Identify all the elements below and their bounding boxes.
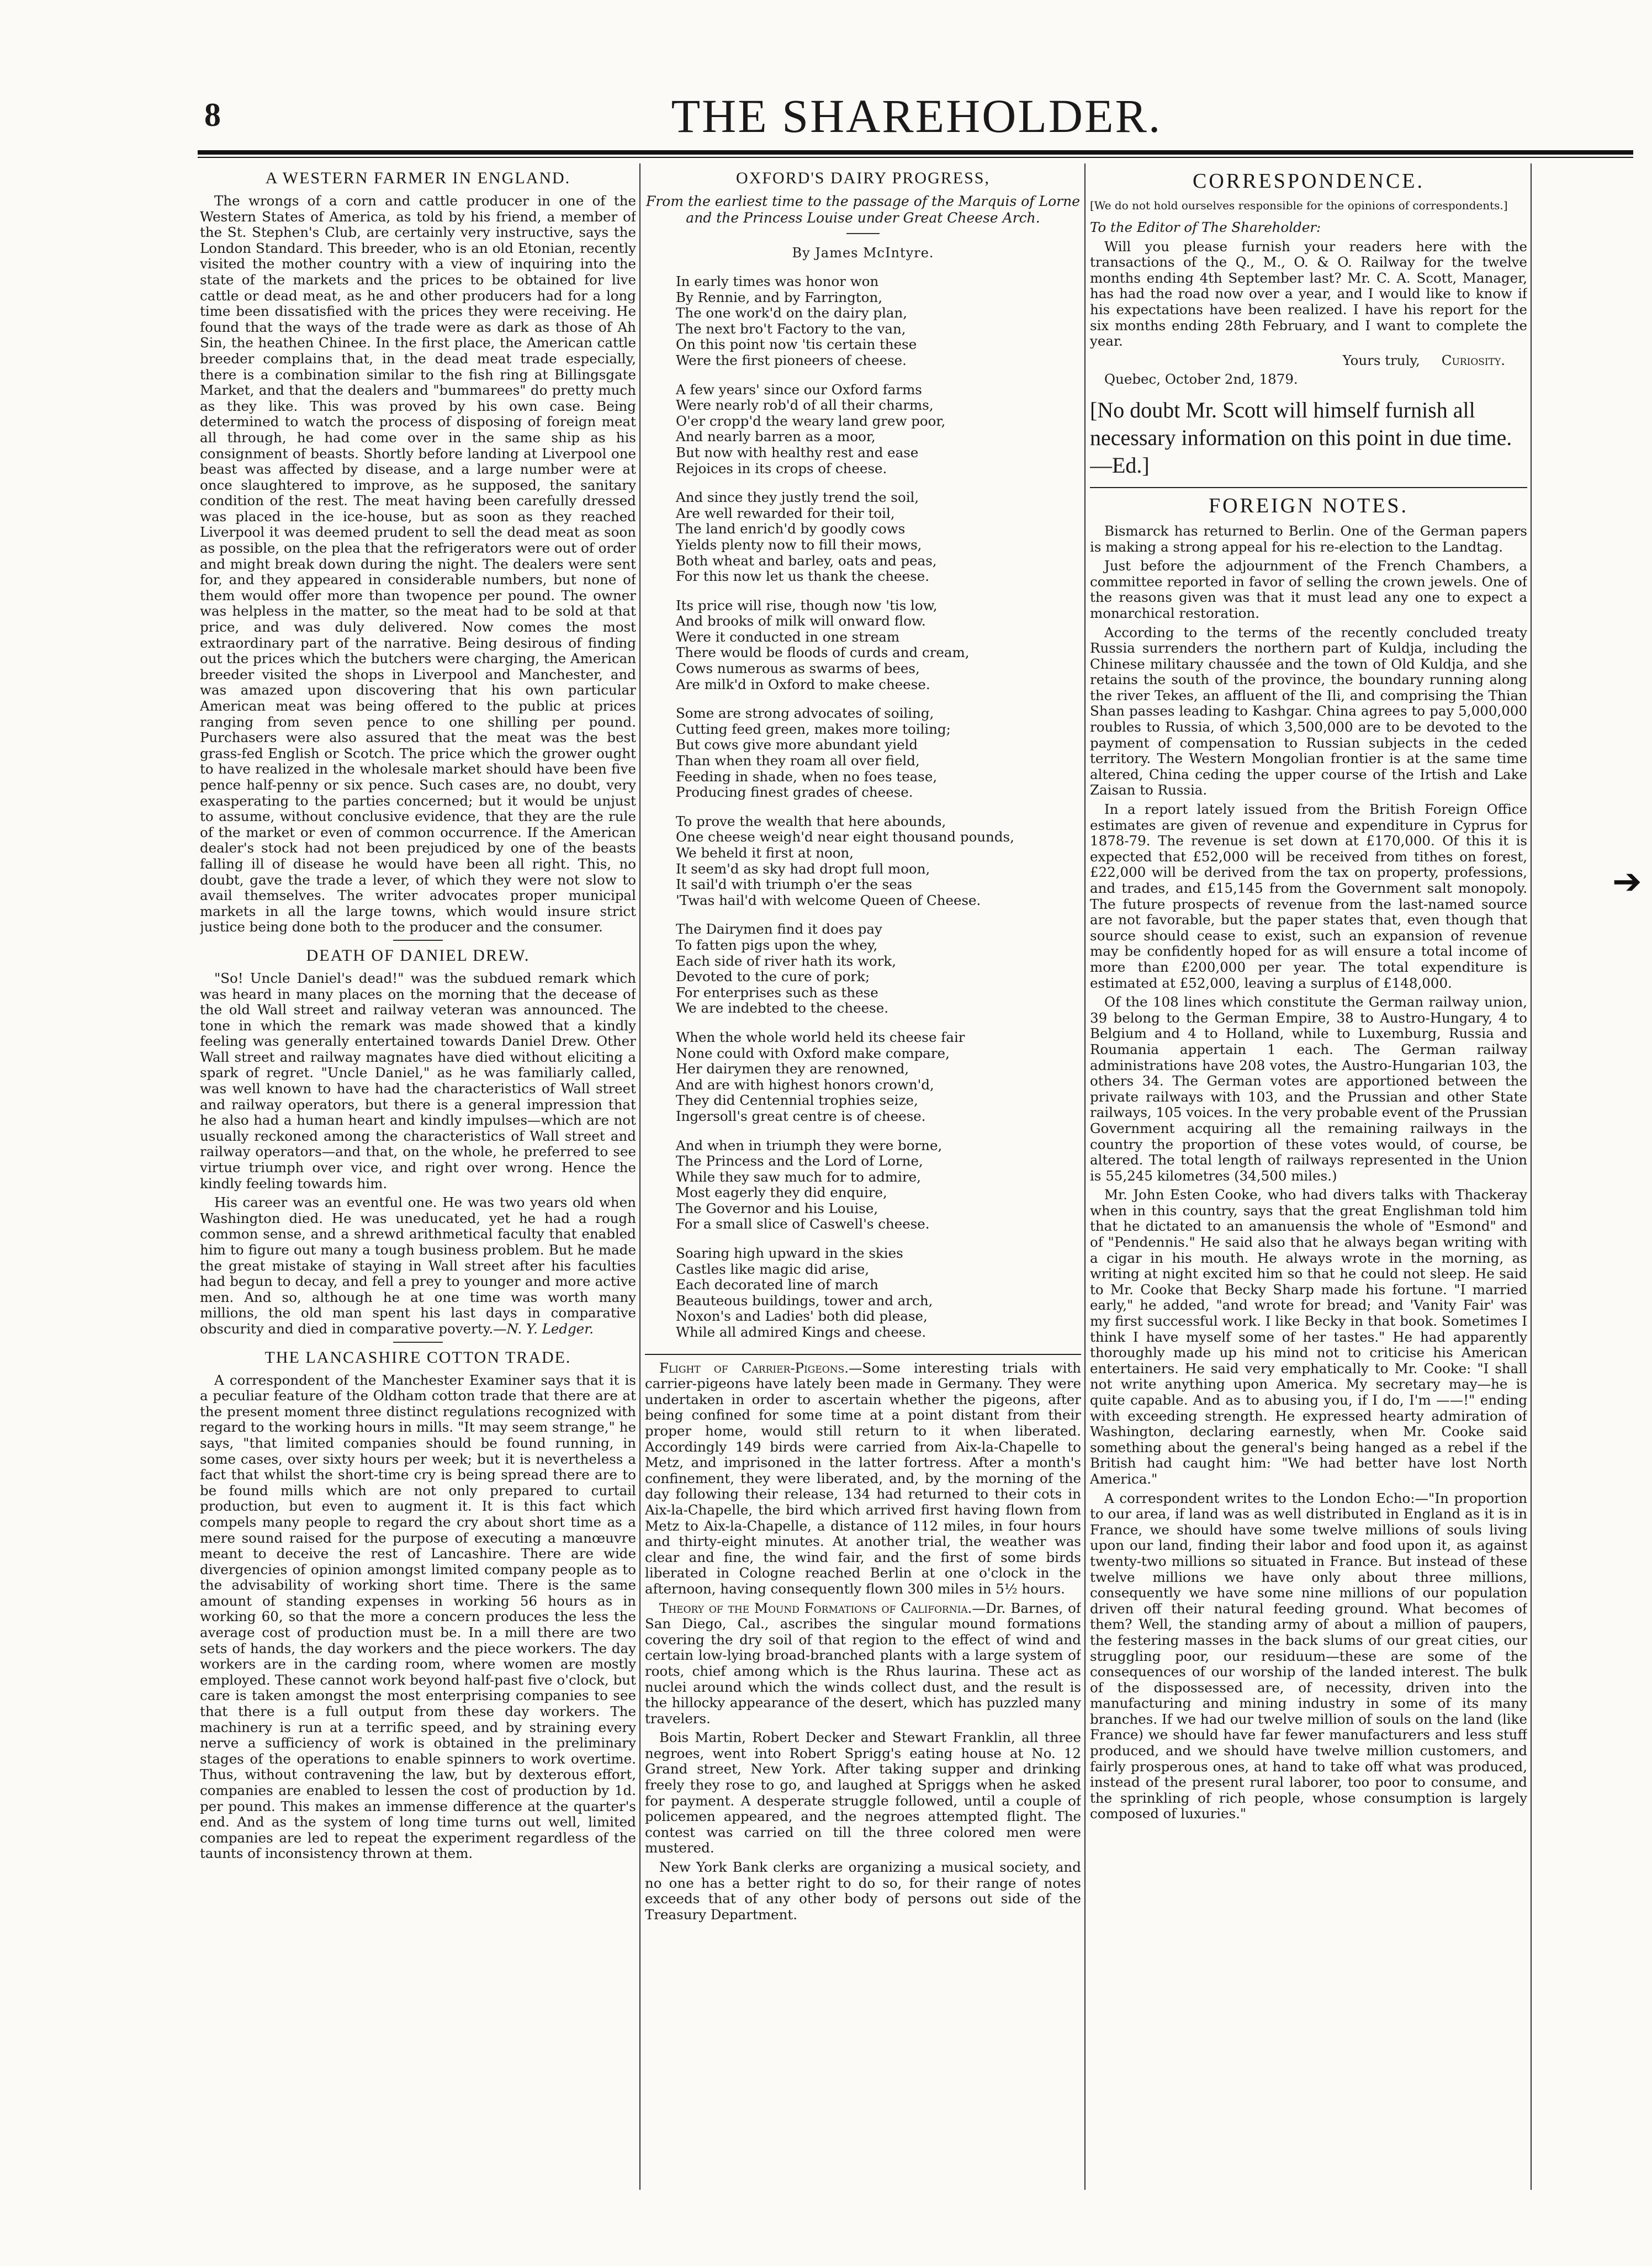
poem-line: A few years' since our Oxford farms: [676, 381, 922, 398]
poem-line: Devoted to the cure of pork;: [676, 968, 870, 985]
poem-line: Are milk'd in Oxford to make cheese.: [676, 676, 930, 692]
poem-line: Were the first pioneers of cheese.: [676, 352, 907, 368]
article-bank-clerks: New York Bank clerks are organizing a musical society, and no one has a better right to do so, for their range of notes exceeds that of any other body of persons out side of the Treasury Department.: [645, 1859, 1081, 1923]
poem-line: Producing finest grades of cheese.: [676, 784, 913, 801]
article-separator: [393, 940, 443, 941]
article-body-western-farmer: The wrongs of a corn and cattle producer in one of the Western States of America, as told by his friend, a member of the St. Stephen's Club, are certainly very instructive, says the London Standard. This breeder, who is an old Etonian, recently visited the mother country with a view of inquiring into the state of the markets and the prices to be obtained for live cattle or dead meat, as he and other producers had for a long time been dissatisfied with the prices they were receiving. He found that the ways of the trade were as dark as those of Ah Sin, the heathen Chinee. In the first place, the American cattle breeder complains that, in the dead meat trade especially, there is a combination similar to the fish ring at Billingsgate Market, and that the dealers and "bummarees" do pretty much as they like. This was proved by his own case. Being determined to watch the process of disposing of foreign meat all through, he had come over in the same ship as his consignment of beasts. Shortly before landing at Liverpool one beast was affected by disease, and a large number were at once slaughtered to improve, as he supposed, the sanitary condition of the rest. The meat having been carefully dressed was placed in the ice-house, but as soon as they reached Liverpool it was deemed prudent to sell the dead meat as soon as possible, on the plea that the refrigerators were out of order and might break down during the night. The dealers were sent for, and they appeared in considerable numbers, but none of them would offer more than twopence per pound. The owner was helpless in the matter, so the meat had to be sold at that price, and was duly delivered. Now comes the most extraordinary part of the narrative. Being desirous of finding out the prices which the butchers were charging, the American breeder visited the shops in Liverpool and Manchester, and was amazed upon discovering that his own particular American meat was being offered to the public at prices ranging from seven pence to one shilling per pound. Purchasers were also assured that the meat was the best grass-fed English or Scotch. The price which the grower ought to have realized in the wholesale market should have been five pence half-penny or six pence. Such cases are, no doubt, very exasperating to the parties concerned; but it would be unjust to assume, without conclusive evidence, that they are the rule of the market or even of common occurrence. If the American dealer's stock had not been prejudiced by one of the beasts falling ill of disease he would have been all right. This, no doubt, gave the trade a lever, of which they were not slow to avail themselves. The writer advocates proper municipal markets in all the large towns, which would insure strict justice being done both to the producer and the consumer.: [200, 193, 636, 935]
poem-stanza: [676, 814, 1081, 909]
poem-line: O'er cropp'd the weary land grew poor,: [676, 412, 946, 429]
section-title-correspondence: CORRESPONDENCE.: [1193, 170, 1425, 193]
column-right: [1090, 163, 1527, 2239]
poem-line: But cows give more abundant yield: [676, 737, 918, 753]
column-middle: [645, 163, 1081, 2239]
article-title-western-farmer: A WESTERN FARMER IN ENGLAND.: [265, 169, 571, 187]
poem-line: Soaring high upward in the skies: [676, 1245, 903, 1262]
poem-line: For this now let us thank the cheese.: [676, 568, 930, 585]
editor-note: [No doubt Mr. Scott will himself furnish all necessary information on this point in due time.—Ed.]: [1090, 397, 1512, 478]
poem-stanza: [676, 1138, 1081, 1233]
poem-line: For a small slice of Caswell's cheese.: [676, 1216, 930, 1232]
poem-line: Its price will rise, though now 'tis low,: [676, 597, 938, 613]
poem-separator: [846, 233, 880, 234]
article-carrier-pigeons: [645, 1360, 1081, 1597]
poem-line: Ingersoll's great centre is of cheese.: [676, 1108, 926, 1124]
poem-byline: By James McIntyre.: [792, 245, 934, 261]
poem-line: Noxon's and Ladies' both did please,: [676, 1308, 928, 1325]
correspondence-letter: Will you please furnish your readers here with the transactions of the Q., M., O. & O. Railway for the twelve months ending 4th September last? Mr. C. A. Scott, Manager, has had the road now over a year, and I would like to know if his expectations have been realized. I have his report for the six months ending 28th February, and I want to complete the year.: [1090, 238, 1527, 350]
article-mound-formations: [645, 1601, 1081, 1727]
poem-stanza: [676, 706, 1081, 801]
poem-line: None could with Oxford make compare,: [676, 1045, 950, 1061]
poem-line: Were it conducted in one stream: [676, 628, 900, 645]
poem-line: Each side of river hath its work,: [676, 952, 897, 969]
poem-line: We beheld it first at noon,: [676, 845, 854, 861]
poem-line: But now with healthy rest and ease: [676, 444, 919, 460]
poem-subtitle-line-1: From the earliest time to the passage of the Marquis of Lorne: [645, 193, 1080, 209]
poem-line: While all admired Kings and cheese.: [676, 1324, 926, 1341]
poem-line: The Dairymen find it does pay: [676, 921, 882, 938]
poem-line: And nearly barren as a moor,: [676, 428, 876, 445]
correspondence-signature: [1090, 353, 1527, 369]
foreign-note-thackeray: Mr. John Esten Cooke, who had divers talks with Thackeray when in this country, says that the great Englishman told him that he dictated to an amanuensis the whole of "Esmond" and of "Pendennis." He said also that he always began writing with a cigar in his mouth. He always wrote in the morning, as writing at night excited him so that he could not sleep. He said to Mr. Cooke that Becky Sharp made his fortune. "I married early," he added, "and wrote for bread; and 'Vanity Fair' was my first successful work. I like Becky in that book. Sometimes I think I have myself some of her tastes." He had apparently thoroughly made up his mind not to criticise his American entertainers. He said very emphatically to Mr. Cooke: "I shall not write anything upon America. My secretary may—he is quite capable. And as to abusing you, if I do, I'm ——!" ending with exceeding strength. He expressed hearty admiration of Washington, declaring earnestly, when Mr. Cooke said something about the general's being hanged as a rebel if the British had caught him: "We had better have lost North America.": [1090, 1187, 1527, 1487]
poem-stanza: [676, 1246, 1081, 1341]
poem-line: They did Centennial trophies seize,: [676, 1092, 918, 1109]
page-number: 8: [204, 97, 221, 133]
masthead: [193, 88, 1640, 149]
masthead-rule-thin: [198, 157, 1633, 158]
poem-line: The next bro't Factory to the van,: [676, 320, 906, 337]
article-body-daniel-drew-2: [200, 1195, 636, 1337]
poem-line: In early times was honor won: [676, 273, 879, 289]
foreign-note-london-echo: A correspondent writes to the London Echo:—"In proportion to our area, if land was as well distributed in England as it is in France, we should have some twelve millions of souls living upon our land, finding their labor and food upon it, as against twenty-two millions so situated in France. But instead of these twelve millions we have only about three millions, consequently we have some nine millions of our population driven off their natural feeding ground. What becomes of them? Well, the standing army of about a million of paupers, the festering masses in the back slums of our great cities, our struggling poor, our residuum—these are some of the consequences of our worship of the landed interest. The bulk of the dispossessed are, of necessity, driven into the manufacturing and mining industry in some of its many branches. If we had our twelve million of souls on the land (like France) we should have far fewer manufacturers and less stuff produced, and we should have twelve million customers, and fairly prosperous ones, at hand to take off what was produced, instead of the present rural laborer, too poor to consume, and the sprinkling of rich people, whose consumption is largely composed of luxuries.": [1090, 1490, 1527, 1822]
article-title-lancashire: THE LANCASHIRE COTTON TRADE.: [264, 1348, 571, 1367]
section-title-foreign-notes: FOREIGN NOTES.: [1208, 494, 1409, 517]
poem-line: 'Twas hail'd with welcome Queen of Cheese.: [676, 892, 981, 908]
column-divider: [1084, 163, 1086, 2190]
article-separator: [393, 1342, 443, 1343]
article-title-daniel-drew: DEATH OF DANIEL DREW.: [306, 946, 530, 965]
poem-stanza: [676, 922, 1081, 1016]
section-rule: [1090, 487, 1527, 488]
poem-stanza: [676, 382, 1081, 477]
correspondence-dateline: Quebec, October 2nd, 1879.: [1104, 371, 1298, 388]
correspondence-salutation: To the Editor of The Shareholder:: [1090, 219, 1321, 235]
poem-subtitle: [645, 193, 1081, 226]
poem-line: It seem'd as sky had dropt full moon,: [676, 860, 930, 877]
poem-stanza: [676, 274, 1081, 369]
poem-line: For enterprises such as these: [676, 984, 878, 1000]
poem-title: OXFORD'S DAIRY PROGRESS,: [736, 169, 990, 187]
poem-line: And are with highest honors crown'd,: [676, 1076, 934, 1093]
poem-line: To prove the wealth that here abounds,: [676, 813, 946, 829]
poem-line: One cheese weigh'd near eight thousand pounds,: [676, 829, 1014, 845]
poem-line: Her dairymen they are renowned,: [676, 1061, 909, 1077]
poem-line: Most eagerly they did enquire,: [676, 1184, 887, 1201]
poem-line: The one work'd on the dairy plan,: [676, 305, 908, 321]
poem-line: The Governor and his Louise,: [676, 1200, 878, 1216]
poem-line: And since they justly trend the soil,: [676, 489, 919, 506]
poem-line: Feeding in shade, when no foes tease,: [676, 768, 938, 785]
poem-line: While they saw much for to admire,: [676, 1168, 921, 1185]
poem-line: When the whole world held its cheese fair: [676, 1029, 965, 1045]
article-text: —Dr. Barnes, of San Diego, Cal., ascribes the singular mound formations covering the dry soil of that region to the effect of wind and certain low-lying broad-branched plants with a large system of roots, chief among which is the Rhus laurina. These act as nuclei around which the winds collect dust, and the result is the hillocky appearance of the desert, which has puzzled many travelers.: [645, 1600, 1081, 1727]
article-lead: Theory of the Mound Formations of California.: [659, 1600, 972, 1616]
foreign-note-bismarck: Bismarck has returned to Berlin. One of the German papers is making a strong appeal for his re-election to the Landtag.: [1090, 522, 1527, 555]
poem-line: Than when they roam all over field,: [676, 753, 920, 769]
poem-line: It sail'd with triumph o'er the seas: [676, 876, 912, 893]
poem-stanza: [676, 490, 1081, 585]
poem-line: Cutting feed green, makes more toiling;: [676, 721, 951, 737]
poem-line: And when in triumph they were borne,: [676, 1137, 943, 1153]
article-body-lancashire: A correspondent of the Manchester Examiner says that it is a peculiar feature of the Oldham cotton trade that there are at the present moment three distinct regulations recognized with regard to the working hours in mills. "It may seem strange," he says, "that limited companies should be found running, in some cases, over sixty hours per week; but it is nevertheless a fact that whilst the short-time cry is being spread there are to be found mills which are not only prepared to curtail production, but even to augment it. It is this fact which compels many people to regard the cry about short time as a mere sound raised for the purpose of executing a manœuvre meant to deceive the rest of Lancashire. There are wide divergencies of opinion amongst limited company people as to the advisability of working short time. There is the same amount of standing expenses in working 56 hours as in working 60, so that the more a concern produces the less the average cost of production must be. In a mill there are two sets of hands, the day workers and the piece workers. The day workers are in the carding room, where women are mostly employed. These cannot work beyond half-past five o'clock, but care is taken amongst the most enterprising companies to see that there is a full output from these day workers. The machinery is run at a terrific speed, and by straining every nerve a sufficiency of work is obtained in the preliminary stages of the operations to enable spinners to work overtime. Thus, without contravening the law, but by dexterous effort, companies are enabled to lessen the cost of production by 1d. per pound. This makes an immense difference at the quarter's end. And as the system of long time turns out well, limited companies are led to repeat the experiment regardless of the taunts of inconsistency thrown at them.: [200, 1372, 636, 1862]
poem-line: Rejoices in its crops of cheese.: [676, 460, 887, 477]
signature-name: Curiosity.: [1441, 352, 1505, 368]
poem-line: Were nearly rob'd of all their charms,: [676, 397, 934, 414]
poem-line: On this point now 'tis certain these: [676, 336, 917, 353]
column-left: [200, 163, 636, 2239]
foreign-note-kuldja: According to the terms of the recently concluded treaty Russia surrenders the northern part of Kuldja, including the Chinese military chaussée and the town of Old Kuldja, and she retains the south of the province, the boundary running along the river Tekes, an affluent of the Ili, and comprising the Thian Shan passes leading to Kashgar. China agrees to pay 5,000,000 roubles to Russia, of which 3,500,000 are to be devoted to the payment of compensation to Russian subjects in the ceded territory. The Western Mongolian frontier is at the same time altered, China ceding the upper course of the Irtish and Lake Zaisan to Russia.: [1090, 624, 1527, 798]
poem-line: Beauteous buildings, tower and arch,: [676, 1292, 933, 1309]
poem-line: The land enrich'd by goodly cows: [676, 521, 906, 537]
signature-closing: Yours truly,: [1342, 352, 1420, 368]
article-text: His career was an eventful one. He was two years old when Washington died. He was uneducated, yet he had a rough common sense, and a shrewd arithmetical faculty that enabled him to figure out many a tough business problem. But he made the great mistake of staying in Wall street after his faculties had begun to decay, and fell a prey to younger and more active men. And so, although he at one time was worth many millions, the old man spent his last days in comparative obscurity and died in comparative poverty.: [200, 1194, 636, 1337]
poem-line: Cows numerous as swarms of bees,: [676, 660, 920, 677]
foreign-note-cyprus: In a report lately issued from the British Foreign Office estimates are given of revenue and expenditure in Cyprus for 1878-79. The revenue is set down at £170,000. Of this it is expected that £52,000 will be received from tithes on forest, £22,000 will be derived from the tax on property, professions, and trades, and £15,145 from the Government salt monopoly. The future prospects of revenue from the last-named source are not favorable, but the paper states that, even though that source should cease to exist, such an expansion of revenue may be confidently hoped for as will ensure a total income of more than £200,000 per year. The total expenditure is estimated at £52,000, leaving a surplus of £148,000.: [1090, 801, 1527, 991]
poem-end-rule: [645, 1354, 1081, 1355]
poem-line: We are indebted to the cheese.: [676, 1000, 889, 1016]
newspaper-title: THE SHAREHOLDER.: [671, 89, 1162, 142]
poem-line: Both wheat and barley, oats and peas,: [676, 552, 937, 569]
foreign-note-german-railway: Of the 108 lines which constitute the German railway union, 39 belong to the German Empire, 38 to Austro-Hungary, 4 to Belgium and 4 to Holland, while to Luxemburg, Russia and Roumania appertain 1 each. The German railway administrations have 208 votes, the Austro-Hungarian 103, the others 34. The German votes are apportioned between the private railways with 103, and the Prussian and other State railways, 105 voices. In the very probable event of the Prussian Government acquiring all the remaining railways in the country the proportion of these votes would, of course, be altered. The total length of railways represented in the Union is 55,245 kilometres (34,500 miles.): [1090, 994, 1527, 1184]
poem-line: And brooks of milk will onward flow.: [676, 613, 926, 629]
poem-line: Castles like magic did arise,: [676, 1261, 870, 1277]
poem-body: [645, 274, 1081, 1341]
article-bois-martin: Bois Martin, Robert Decker and Stewart Franklin, all three negroes, went into Robert Sprigg's eating house at No. 12 Grand street, New York. After taking supper and drinking freely they rose to go, and laughed at Spriggs when he asked for payment. A desperate struggle followed, until a couple of policemen appeared, and the negroes attempted flight. The contest was carried on till the three colored men were mustered.: [645, 1729, 1081, 1856]
poem-stanza: [676, 598, 1081, 693]
article-lead: Flight of Carrier-Pigeons.: [659, 1359, 849, 1376]
masthead-rule-thick: [198, 150, 1633, 155]
column-divider: [1531, 163, 1532, 2190]
poem-line: Some are strong advocates of soiling,: [676, 705, 934, 722]
poem-line: There would be floods of curds and cream,: [676, 644, 970, 661]
poem-subtitle-line-2: and the Princess Louise under Great Cheese Arch.: [686, 210, 1040, 226]
poem-line: Are well rewarded for their toil,: [676, 505, 895, 521]
poem-line: Yields plenty now to fill their mows,: [676, 536, 922, 553]
poem-line: By Rennie, and by Farrington,: [676, 289, 883, 305]
column-divider: [639, 163, 640, 2190]
article-text: —Some interesting trials with carrier-pigeons have lately been made in Germany. They were undertaken in order to ascertain whether the pigeons, after being confined for some time at a point distant from their proper home, would still return to it when liberated. Accordingly 149 birds were carried from Aix-la-Chapelle to Metz, and imprisoned in the latter fortress. After a month's confinement, they were liberated, and, by the morning of the day following their release, 134 had returned to their cots in Aix-la-Chapelle, the bird which arrived first having flown from Metz to Aix-la-Chapelle, a distance of 112 miles, in four hours and thirty-eight minutes. At another trial, the weather was clear and fine, the wind fair, and the first of some birds liberated in Cologne reached Berlin at one o'clock in the afternoon, having consequently flown 300 miles in 5½ hours.: [645, 1359, 1081, 1597]
poem-line: Each decorated line of march: [676, 1277, 878, 1293]
article-credit: —N. Y. Ledger.: [493, 1320, 594, 1337]
poem-line: To fatten pigs upon the whey,: [676, 936, 878, 953]
correspondence-disclaimer: [We do not hold ourselves responsible for the opinions of correspondents.]: [1090, 199, 1508, 212]
margin-arrow-icon: ➔: [1612, 861, 1642, 902]
foreign-note-french-chambers: Just before the adjournment of the French Chambers, a committee reported in favor of selling the crown jewels. One of the reasons given was that it must lead any one to expect a monarchical restoration.: [1090, 558, 1527, 621]
poem-line: The Princess and the Lord of Lorne,: [676, 1153, 923, 1169]
article-body-daniel-drew-1: "So! Uncle Daniel's dead!" was the subdued remark which was heard in many places on the morning that the decease of the old Wall street and railway veteran was announced. The tone in which the remark was made showed that a kindly feeling was generally entertained towards Daniel Drew. Other Wall street and railway magnates have died without eliciting a spark of regret. "Uncle Daniel," as he was familiarly called, was well known to have had the characteristics of Wall street and railway operators, but there is a general impression that he also had a human heart and kindly impulses—which are not usually reckoned among the characteristics of Wall street and railway operators—and that, on the whole, he preferred to see virtue triumph over vice, and right over wrong. Hence the kindly feeling towards him.: [200, 970, 636, 1192]
poem-stanza: [676, 1030, 1081, 1125]
